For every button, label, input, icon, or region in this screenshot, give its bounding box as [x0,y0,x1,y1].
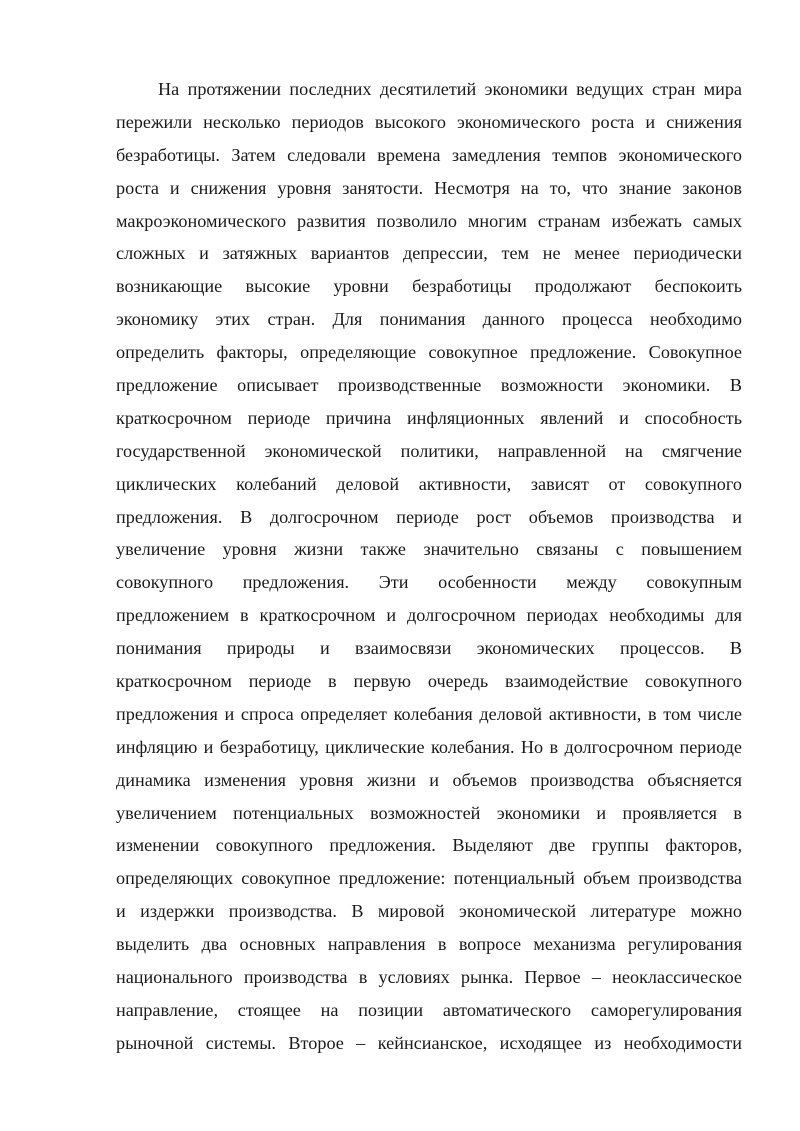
text-line: государственной экономической политики, направленной на смягчение [116,440,742,461]
text-line: совокупного предложения. Эти особенности между совокупным [116,572,742,593]
text-line: определяющих совокупное предложение: потенциальный объем производства [116,868,742,889]
text-line: динамика изменения уровня жизни и объемов производства объясняется [116,769,742,790]
text-line: и издержки производства. В мировой экономической литературе можно [116,901,742,922]
text-line: понимания природы и взаимосвязи экономических процессов. В [116,638,742,659]
text-line: предложения. В долгосрочном периоде рост объемов производства и [116,506,742,527]
text-line: направление, стоящее на позиции автоматического саморегулирования [116,999,742,1020]
text-line: увеличение уровня жизни также значительно связаны с повышением [116,539,742,560]
text-line: макроэкономического развития позволило многим странам избежать самых [116,210,742,231]
text-line: краткосрочном периоде причина инфляционных явлений и способность [116,407,742,428]
text-line: возникающие высокие уровни безработицы продолжают беспокоить [116,276,742,297]
text-line: циклических колебаний деловой активности, зависят от совокупного [116,473,742,494]
text-line: предложением в краткосрочном и долгосрочном периодах необходимы для [116,605,742,626]
text-line: рыночной системы. Второе – кейнсианское, исходящее из необходимости [116,1032,742,1053]
text-line: национального производства в условиях рынка. Первое – неоклассическое [116,967,742,988]
text-line: краткосрочном периоде в первую очередь взаимодействие совокупного [116,671,742,692]
text-line: определить факторы, определяющие совокупное предложение. Совокупное [116,342,742,363]
text-line: пережили несколько периодов высокого экономического роста и снижения [116,111,742,132]
paragraph [116,73,742,1060]
text-line: увеличением потенциальных возможностей экономики и проявляется в [116,802,742,823]
text-line: На протяжении последних десятилетий экономики ведущих стран мира [158,79,742,99]
text-line: безработицы. Затем следовали времена замедления темпов экономического [116,144,742,165]
text-line: инфляцию и безработицу, циклические колебания. Но в долгосрочном периоде [116,736,742,757]
text-line: предложения и спроса определяет колебания деловой активности, в том числе [116,703,742,724]
text-line: экономику этих стран. Для понимания данного процесса необходимо [116,309,742,330]
text-line: предложение описывает производственные возможности экономики. В [116,375,742,396]
text-line: изменении совокупного предложения. Выделяют две группы факторов, [116,835,742,856]
text-line: роста и снижения уровня занятости. Несмотря на то, что знание законов [116,177,742,198]
text-line: выделить два основных направления в вопросе механизма регулирования [116,934,742,955]
text-line: сложных и затяжных вариантов депрессии, тем не менее периодически [116,243,742,264]
